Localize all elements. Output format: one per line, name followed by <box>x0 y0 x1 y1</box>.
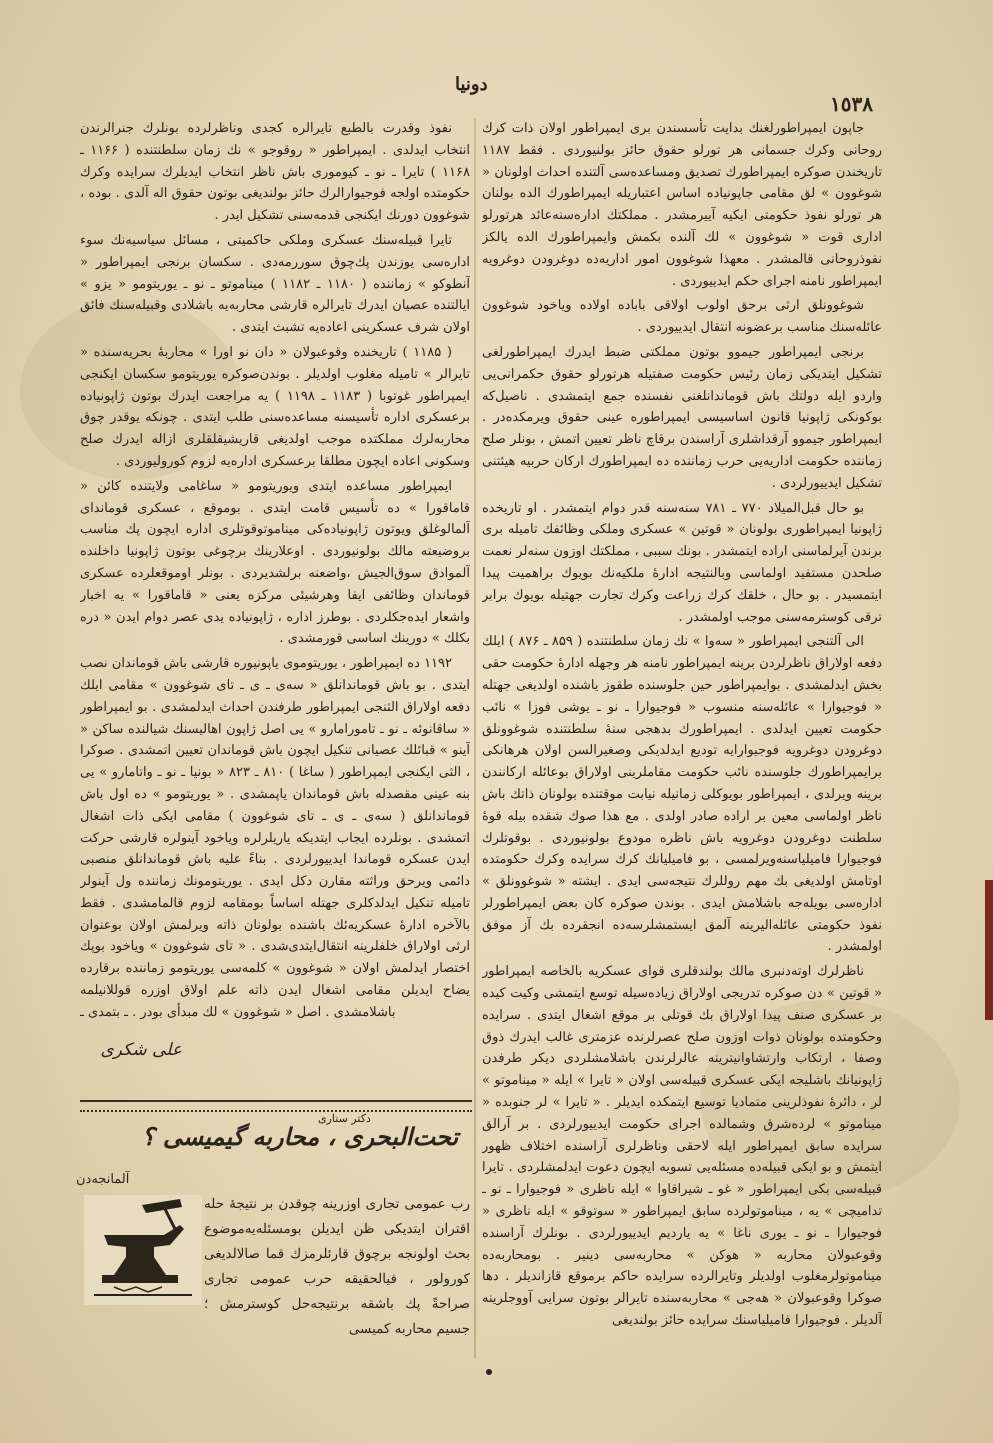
article-title: تحت‌البحری ، محاربه گیمیسی ؟ <box>141 1122 459 1151</box>
paragraph: بو حال قبل‌المیلاد ۷۷۰ ـ ۷۸۱ سنه‌سنه قدر دوام ایتمشدر . او تاریخده ژاپونیا ایمپراطوری بولونان « قوتین » عسکری وملکی وظائفك تامیله بری برندن آیرلماسنی اراده ایتمشدر . بونك سببی ، مملکتك اوزون سنه‌لر نعمت صلحدن مستفید اولماسی وبالنتیجه ادارهٔ ملکیه‌نك بویوك براهمیت پیدا ایتمسیدر . بو حال ، خلقك کرك زراعت وکرك تجارت جهتیله بویوك برابر ترقی کوسترمه‌سنی موجب اولمشدر . <box>482 500 882 625</box>
running-title: دونیا <box>455 74 488 95</box>
author-signature: علی شکری <box>100 1040 182 1060</box>
paragraph: نفوذ وقدرت بالطبع تایرالره کجدی وناظرلرده بونلرك جنرالرندن انتخاب ایدلدی . ایمپراطور « روقوجو » نك زمان سلطنتنده ( ۱۱۶۶ ـ ۱۱۶۸ ) تایرا ـ نو ـ کیوموری باش ناظر انتخاب ایدیلرك سرایده وکرك حکومتده اولجه فوجیوارالرك حائز بولندیغی بوتون حقوق اله آلدی . بوده ، شوغوون دورنك ایکنجی قدمه‌سنی تشکیل ایدر . <box>80 121 470 224</box>
column-divider <box>474 118 476 1358</box>
paragraph: تایرا قبیله‌سنك عسکری وملکی حاکمیتی ، مسائل سیاسیه‌نك سوء اداره‌سی یوزندن پك‌چوق سوررمه‌دی . سکسان برنجی ایمپراطور « آنطوکو » زماننده ( ۱۱۸۰ ـ ۱۱۸۲ ) میناموتو ـ نو ـ یوریتومو « یزو » ایالتنده عصیان ایدرك تایرالره قارشی محاربه‌یه باشلادی وقبیله‌سنك فائق اولان شرف عسکرینی اعاده‌یه تشبث ایتدی . <box>80 232 470 336</box>
page-bottom-dot <box>486 1369 492 1375</box>
anvil-base <box>102 1275 178 1283</box>
binding-edge-tag <box>985 880 993 1020</box>
paragraph: ۱۱۹۲ ده ایمپراطور ، یوریتوموی یاپونیوره قارشی باش قوماندان نصب ایتدی . بو باش قوماندانلق « سه‌ی ـ ی ـ تای شوغوون » مقامی ایلك دفعه اولاراق الثنجی ایمپراطور طرفندن احداث ایدلمشدی . بو ایمپراطور « ساقانوئه ـ نو ـ تامورامارو » یی اصل ژاپون اهالیسنك شیالنده ساکن « آینو » قبائلك عصیانی تنکیل ایچون باش قوماندان تعیین اتمشدی . صوکرا ، الثی ایکنجی ایمپراطور ( ساغا ) ۸۱۰ ـ ۸۲۳ « بونیا ـ نو ـ واتامارو » یی بنه عینی مقصدله باش قوماندان یاپمشدی . « یوریتومو » ده اول باش قوماندانلق ( سه‌ی ـ ی ـ تای شوغوون ) مقامی ایکی ذات اشغال اتمشدی . بونلرده ایجاب ایتدیکه یاریلرلره ویاخود آینولره قارشی حرکت ایدن عسکره قوماندا ایدییورلردی . بناءً علیه باش قوماندانلق منصبی دائمی ویرحق وراثته مقارن دکل ایدی . یوریتومونك زماننده ول آینولر تامیله تنکیل ایدلدکلری جهتله اساساً بومقامه لزوم قالمامشدی . فقط بالآخره ادارهٔ عسکریه‌ئك باشنده بولونان ذاته ویرلمش اولان بوعنوان ارثی اولاراق خلفلرینه انتقال‌ایتدی‌شدی . « تای شوغوون » ویاخود بوپك اختصار ایدلمش اولان « شوغوون » کلمه‌سی یوریتومو زماننده برقارده یضاح ایدیلن مقامی اشغال ایدن ذاته علم اولاق اوزره قوللانیلمه باشلامشدی . اصل « شوغوون » لك مبدأی بودر . ـ بتمدی ـ <box>80 656 470 1020</box>
paragraph: شوغوونلق ارثی برحق اولوب اولاقی باباده اولاده ویاخود شوغوون عائله‌سنك مناسب برعضونه انتقال ایدییوردی . <box>482 298 882 336</box>
paragraph: ایمپراطور مساعده ایتدی ویوریتومو « ساغامی ولایتنده کائن « قاماقورا » ده تأسیس قامت ایتدی . بوموقع ، عسکری قوماندای آلمالوغلق ویوتون ژاپونیاده‌کی میناموتوقوتلری اداره ایچون پك مناسب بروضیعته مالك بولونیوردی . اوعلارینك برچوغی بوتون ژاپونیا داخلنده آلموادق سوق‌الجیش ،واضعنه برلشدیردی . بونلر اوموقعلرده عسکری قوماندان وظائفی ایفا وهرشیئی مرکزه یعنی « قاماقورا » یه اخبار واشعار ایده‌جکلردی . بوطرز اداره ، ژاپونیاده یدی عصر دوام ایدن « دره بکلك » دورینك اساسی قورمشدی . <box>80 478 470 647</box>
left-column <box>80 118 470 1118</box>
paragraph: ( ۱۱۸۵ ) تاریخنده وقوعبولان « دان نو اورا » محاربهٔ بحریه‌سنده « تایرالر » تامیله مغلوب اولدیلر . بوندن‌صوکره یوریتومو سکسان ایکنجی ایمپراطور غوتوبا ( ۱۱۸۳ ـ ۱۱۹۸ ) یه مراجعت ایدرك بوتون ژاپونیاده برعسکری اداره تأسیسنه مساعده‌سنی طلب ایتدی . چونکه یوقدر چوق محاربه‌لرك مملکتده موجب اولدیغی قاریشیقلقلری ازاله ایدرك صلح وسکونی اعاده ایچون مطلقا برعسکری اداره‌یه لزوم کورولیوردی . <box>80 344 470 469</box>
right-column <box>482 118 882 1363</box>
article-author: دکتر ستاری <box>318 1112 371 1125</box>
page-header <box>0 72 993 116</box>
page-number: ١٥٣٨ <box>830 92 873 116</box>
paragraph: الی آلتنجی ایمپراطور « سه‌وا » نك زمان سلطنتنده ( ۸۵۹ ـ ۸۷۶ ) ایلك دفعه اولاراق ناظرلردن برینه ایمپراطور نامنه هر وجهله ادارهٔ حکومت حقی بخش ایدلمشدی . بوایمپراطور حین جلوسنده طقوز یاشنده اولدیغی جهتله « فوجیوارا » عائله‌سنه منسوب « فوجیوارا ـ نو ـ یوشی فوزا » نائب حکومت تعیین ایدلدی . ایمپراطورك بدهجی سنهٔ سلطنتنده شوغوونلق دوغرودن دوغرویه فوجیوارایه تودیع ایدلدیکی وصغیرالسن اولان هرهانکی برایمپراطورك جلوسنده نائب حکومت مقاملرینی اولاراق بوعائله ارکانندن برینه ویرلدی ، ایمپراطور بویوکلی زمانیله نیابت موقتنده بولونان ذاتك باش ناظر اولماسی معین بر اراده صادر اولدی . مع هذا صوك شقده بیله قوهٔ سلطنت دوغرودن دوغرویه باش ناظره مودوع بولونیوردی . بوقوتلرك فوجیوارا فامیلیاسنه‌ویرلمسی ، بو فامیلیانك کرك سرایده وکرك حکومتده اوتامش اولدیغی بك مهم روللرك نتیجه‌سی ایدی . ایشته « شوغوونلق » اداره‌سی بویله‌جه باشلامش ایدی . بوندن صوکره کان بعض ایمپراطورلر نفوذ حکومتی عائله‌الیرینه آلمق ایستمشلرسه‌ده انجقرده بك آز موفق اولمشدر . <box>482 634 882 955</box>
ornamental-divider <box>80 1100 472 1112</box>
paragraph: برنجی ایمپراطور جیموو بوتون مملکتی ضبط ایدرك ایمپراطورلغی تشکیل ایتدیکی زمان رئیس حکومت صفتیله هرتورلو حقوق حکمرانی‌یی واردو ایله دولتك باش قوماندانلغنی نفسنده جمع ایتمشدی . ناصیل‌که بوکونکی ژاپونیا قانون اساسیسی ایمپراطوره عینی حقوق ویرمکده‌در . ایمپراطور جیموو آرقداشلری آراسندن برقاچ ناظر تعیین اتمش ، بونلر صلح زماننده حکومت اداریه‌یی حرب زماننده ده ایمپراطورك ارکان حربیه هیئتنی تشکیل ایدییورلردی . <box>482 344 882 491</box>
paragraph: ناظرلرك اوته‌دنبری مالك بولندقلری قوای عسکریه بالخاصه ایمپراطور « قوتین » دن صوکره تدریجی اولاراق زیاده‌سیله توسع ایتمشی وکیت کیده بر عسکری صنف پیدا اولاراق بك قوتلی بر موقع اشغال ایتدی . سرایده وحکومتده بولونان ذوات اوزون صلح عصرلرنده عزمتری غالب ایدرك ذوق وصفا ، ارتکاب وارتشاوانیترینه عالرلرندن باشلامشلردی دیکر طرفدن ژاپونیانك باشلیجه ایکی عسکری قبیله‌سی اولان « تایرا » ایله « میناموتو » لر ، دائرهٔ نفوذلرینی متمادیا توسیع ایتمکده ایدیلر . « تایرا » لر جنوبده « میناموتو » لرده‌شرق وشمالده اجرای حکومت ایدییورلردی . بر آرالق سرایده سابق ایمپراطور ایله لاحقی وناظرلری آراسنده اختلاف ظهور ایتمش و بو ایکی قبیله‌ده مسئله‌یی تسویه ایچون دعوت ایدلمشلردی . تایرا قبیله‌سی بکی ایمپراطور « غو ـ شیراقاوا » ایله ناظری « فوجیوارا ـ نو ـ تدامیچی » یه ، میناموتولرده سابق ایمپراطور « سوتوقو » ایله ناظری « فوجیوارا ـ نو ـ یوری ناغا » یه یاردیم ایدییورلردی . بونلرك آراسنده وقوعبولان محاربه « هوکن » محاربه‌سی دینیر . بومحاربه‌ده میناموتولرمغلوب اولدیلر وتایرالرده سرایده حاکم برموقع قازاندیلر . دها صوکرا وقوعبولان « هه‌جی » محاربه‌سنده تایرالر بوتون سرایی آووجلرینه آلدیلر . فوجیوارا فامیلیاسنك سرایده حائز بولندیغی <box>482 964 882 1329</box>
anvil-hammer-illustration <box>84 1195 202 1305</box>
article-source: آلمانجه‌دن <box>76 1172 130 1187</box>
article-text: رب عمومی تجاری اوزرینه چوقدن بر نتیجهٔ حله اقتران ایتدیکی ظن ایدیلن بومسئله‌یه‌موضوع بحث اولونجه برچوق قارئلرمزك قما صالالدیغی کورولور ، فیالحقیقه حرب عمومی تجاری صراحةً پك باشقه برنتیجه‌حل کوسترمش ؛ جسیم محاربه کمیسی <box>204 1196 470 1337</box>
paragraph: جاپون ایمپراطورلغنك بدایت تأسسندن بری ایمپراطور اولان ذات کرك روحانی وکرك جسمانی هر تورلو حقوق حائز بولنیوردی . فقط ۱۱۸۷ تاریخندن صوکره ایمپراطورك تصدیق ومساعده‌سی آلتنده احداث اولونان « شوغوون » لق مقامی جاپونیاده اساس اعتباریله ایمپراطورك الده بولنان هر تورلو نفوذ حکومتی ایکیه آییرمشدر . مملکتك اداره‌سنه‌عائد هرتورلو اداری قوت « شوغوون » لك آلنده بکمش وایمپراطورك الده یالکز نفوذروحانی قالمشدر . معهذا شوغوون امور اداریه‌ده دوغرودن دوغرویه ایمپراطور نامنه اجرای حکم ایدییوردی . <box>482 121 882 289</box>
